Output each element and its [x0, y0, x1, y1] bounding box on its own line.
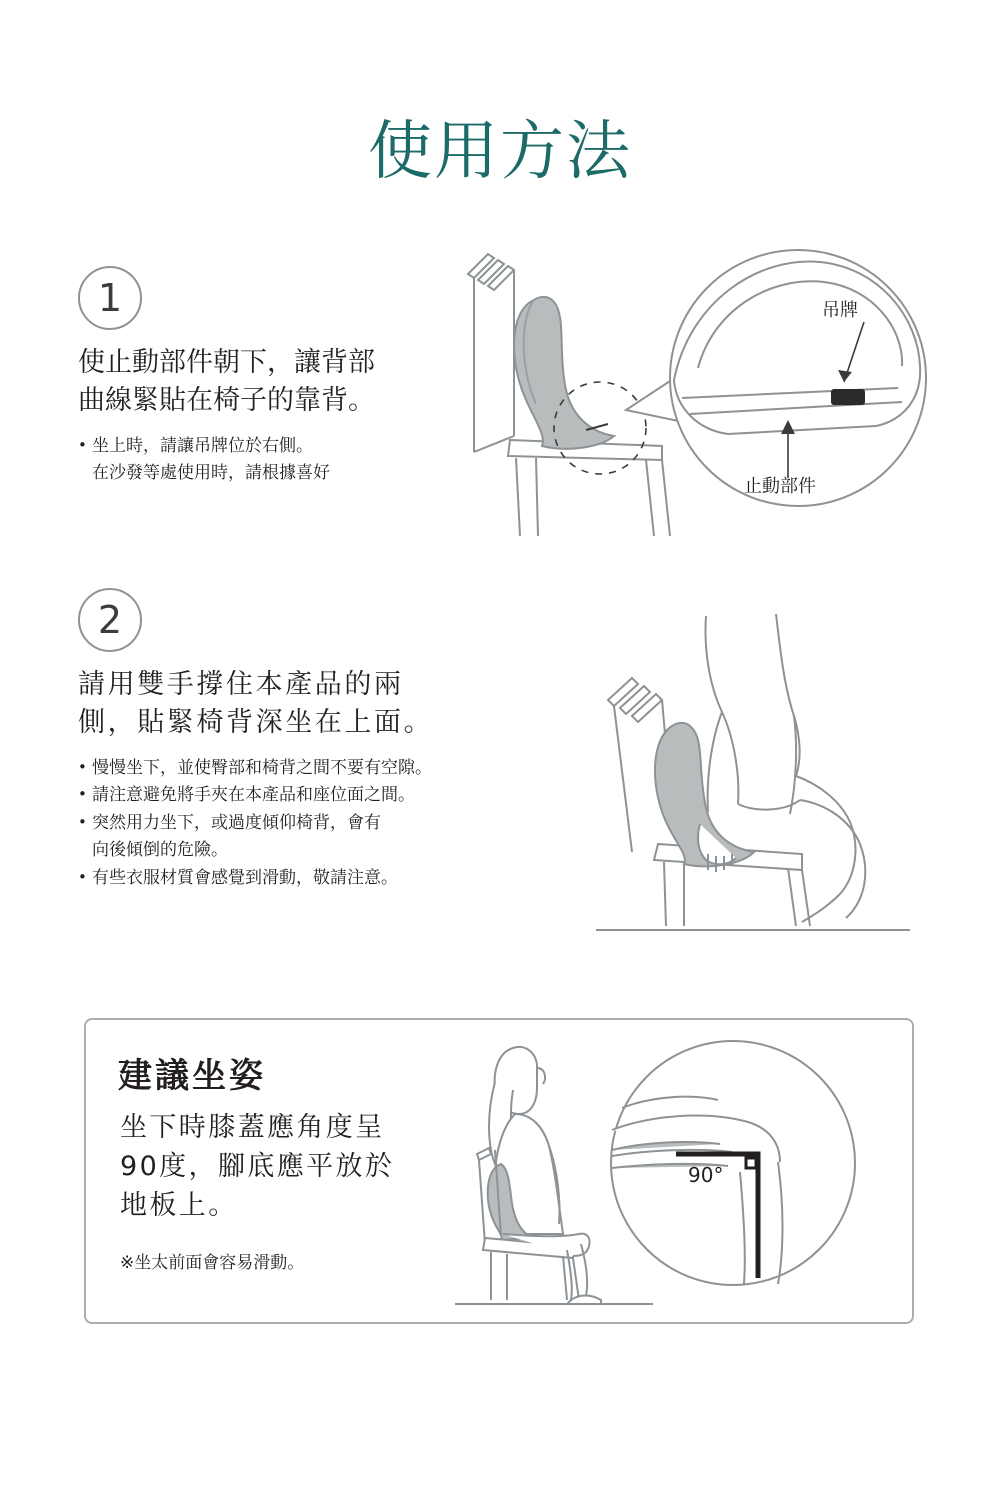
step-1-bullets — [78, 433, 478, 488]
panel-body-line-3: 地板上。 — [120, 1190, 238, 1222]
page-title: 使用方法 — [368, 115, 632, 189]
step-1-block — [78, 266, 478, 488]
bullet-dot: • — [78, 812, 87, 831]
panel-body-line-2: 90度，腳底應平放於 — [120, 1151, 395, 1183]
step-1-heading — [78, 344, 478, 421]
panel-note: ※坐太前面會容易滑動。 — [120, 1253, 305, 1273]
bullet-item — [78, 782, 518, 810]
bullet-text: 慢慢坐下，並使臀部和椅背之間不要有空隙。 — [92, 757, 432, 778]
bullet-text: 有些衣服材質會感覺到滑動，敬請注意。 — [92, 867, 398, 888]
angle-label: 90° — [688, 1163, 724, 1187]
bullet-item — [78, 810, 518, 865]
bullet-text — [92, 810, 518, 865]
step-1-detail-circle — [668, 248, 928, 508]
step-2-bullets — [78, 755, 518, 893]
step-1-heading-line-2: 曲線緊貼在椅子的靠背。 — [78, 385, 375, 417]
tag-label: 吊牌 — [822, 300, 858, 321]
step-2-heading-line-2: 側，貼緊椅背深坐在上面。 — [78, 707, 434, 739]
bullet-text-line-2: 向後傾倒的危險。 — [92, 840, 228, 861]
bullet-dot: • — [78, 785, 87, 804]
step-1-number: 1 — [78, 266, 142, 330]
bullet-dot: • — [78, 757, 87, 776]
panel-body — [120, 1108, 470, 1225]
knee-angle-detail-circle — [608, 1038, 858, 1288]
bullet-text-line-1: 突然用力坐下，或過度傾仰椅背，會有 — [92, 812, 381, 833]
step-2-number: 2 — [78, 588, 142, 652]
panel-title: 建議坐姿 — [118, 1056, 266, 1096]
bullet-text: 坐上時，請讓吊牌位於右側。 — [92, 435, 313, 456]
bullet-item — [78, 865, 518, 893]
bullet-dot: • — [78, 435, 87, 454]
bullet-item — [78, 755, 518, 783]
bullet-continuation: 在沙發等處使用時，請根據喜好 — [92, 463, 330, 484]
panel-body-line-1: 坐下時膝蓋應角度呈 — [120, 1112, 385, 1143]
step-2-illustration — [588, 608, 918, 938]
bullet-item — [78, 433, 478, 461]
bullet-dot: • — [78, 867, 87, 886]
step-2-heading-line-1: 請用雙手撐住本產品的兩 — [78, 669, 404, 700]
stopper-label: 止動部件 — [744, 476, 816, 497]
bullet-text: 請注意避免將手夾在本產品和座位面之間。 — [92, 785, 415, 806]
step-2-heading — [78, 666, 518, 743]
step-1-heading-line-1: 使止動部件朝下，讓背部 — [78, 347, 375, 378]
step-2-block — [78, 588, 518, 892]
